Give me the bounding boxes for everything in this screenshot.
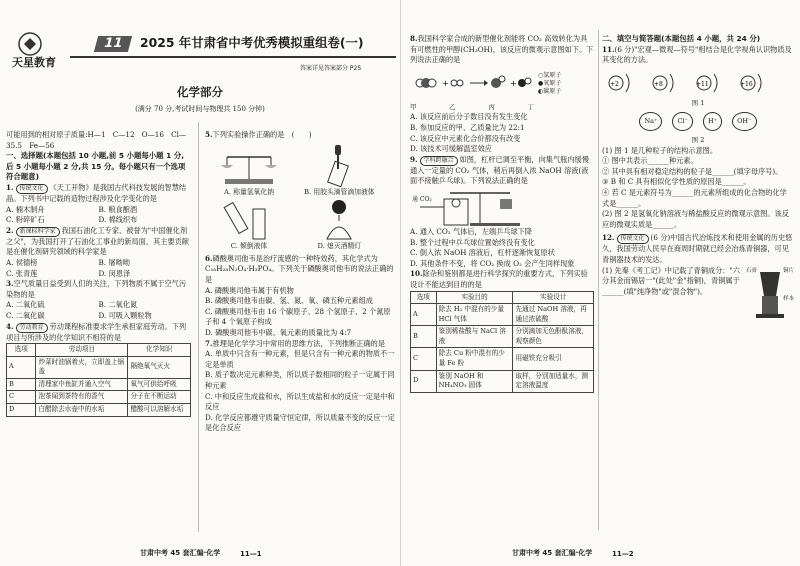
question-11: 11.(6 分)"宏观—微观—符号"相结合是化学视角认识物质及其变化的方法。 <box>602 44 792 65</box>
q5-figures <box>205 143 395 252</box>
lever-apparatus <box>410 187 530 227</box>
svg-text:+11: +11 <box>696 80 709 88</box>
question-6: 6.磷酸奥司他韦是治疗流感的一种特效药，其化学式为 C₁₆H₂₈N₂O₄·H₃PO₄。下列关于磷酸奥司他韦的说法正确的是 <box>205 253 394 284</box>
q3-options <box>6 300 191 321</box>
option-c[interactable]: C. 倒入浓 NaOH 溶液后，杠杆逐渐恢复原状 <box>410 248 555 258</box>
option-c[interactable]: C. 二氧化碳 <box>6 310 45 320</box>
option-d[interactable]: D. 棉线织布 <box>98 215 138 225</box>
option-b[interactable]: B. 参加反应的甲、乙质量比为 22:1 <box>410 122 525 132</box>
option-d[interactable]: D. 其他条件不变，将 CO₂ 换成 O₂ 会产生同样现象 <box>410 258 575 268</box>
option-d[interactable]: D. 化学反应都遵守质量守恒定律，所以质量不变的反应一定是化合反应 <box>205 412 395 433</box>
question-tag: 劳动教育 <box>16 323 48 333</box>
option-c[interactable]: C. 粉碎矿石 <box>6 215 45 225</box>
column-divider <box>198 122 199 532</box>
q11-figure-2 <box>602 112 794 131</box>
option-a[interactable]: A. 磷酸奥司他韦属于有机物 <box>205 285 294 295</box>
question-tag: 传统文化 <box>617 234 649 244</box>
figure-dropper[interactable]: B. 用胶头滴管滴加液体 <box>295 143 383 198</box>
option-c[interactable]: C. 磷酸奥司他韦由 16 个碳原子、28 个氢原子、2 个氮原子和 4 个氧原子构成 <box>205 306 391 327</box>
molecule-diagram <box>410 69 534 99</box>
option-c[interactable]: C. 中和反应生成盐和水，所以生成盐和水的反应一定是中和反应 <box>205 391 395 412</box>
option-a[interactable]: A. 通入 CO₂ 气体后，左端乒乓球下降 <box>410 226 533 236</box>
left-column-1 <box>6 130 191 417</box>
q1-options <box>6 205 191 226</box>
molecule-labels: 甲 乙 丙 丁 <box>410 102 534 111</box>
section-1-heading: 一、选择题(本题包括 10 小题,前 5 小题每小题 1 分,后 5 小题每小题 2 分,共 15 分。每小题只有一个选项符合题意) <box>6 151 186 182</box>
q11-part-1b[interactable]: ② 其中具有相对稳定结构的粒子是______(填字母序号)。 <box>602 166 783 176</box>
balance-icon <box>205 143 293 187</box>
q9-figure <box>410 187 594 227</box>
unit-number: 11 <box>94 36 132 52</box>
question-5: 5.下列实验操作正确的是 ( ) <box>205 130 312 139</box>
q4-table <box>6 343 191 417</box>
q11-part-1a[interactable]: ① 图中共表示______种元素。 <box>602 156 698 166</box>
bronze-figure: 石膏 铜片 样本 <box>746 266 794 320</box>
svg-text:+: + <box>510 78 517 88</box>
ion-na: Na⁺ <box>639 112 662 131</box>
molecule-legend: ○氢原子 ●氧原子 ◐碳原子 <box>538 71 562 95</box>
q11-part-1c[interactable]: ③ B 和 C 具有相似化学性质的原因是______。 <box>602 177 751 187</box>
table-row[interactable]: B 鉴别稀盐酸与 NaCl 溶液 分别滴加无色酚酞溶液，观察颜色 <box>411 326 594 348</box>
figure-weighing[interactable]: A. 称量氢氧化钠 <box>205 143 293 198</box>
option-c[interactable]: C. 张青莲 <box>6 268 38 278</box>
table-header-row: 选项 实验目的 实验设计 <box>411 291 594 304</box>
question-tag: 传统文化 <box>16 184 48 194</box>
table-row[interactable]: D 白醋除去水壶中的水垢 醋酸可以溶解水垢 <box>7 404 191 417</box>
option-b[interactable]: B. 粮食酿酒 <box>98 204 138 214</box>
option-c[interactable]: C. 该反应中元素化合价都没有改变 <box>410 133 521 143</box>
q8-diagram <box>410 69 594 99</box>
question-3: 3.空气质量日益受到人们的关注，下列物质不属于空气污染物的是 <box>6 279 187 299</box>
atomic-structure-diagram <box>602 68 792 98</box>
footer-title: 甘肃中考 45 套汇编·化学 <box>512 549 593 557</box>
option-b[interactable]: B. 整个过程中乒乓球位置始终没有变化 <box>410 237 535 247</box>
table-row[interactable]: C 泡茶闻到茶特有的香气 分子在不断运动 <box>7 391 191 404</box>
figure-pouring[interactable]: C. 倾倒液体 <box>205 197 293 252</box>
table-row[interactable]: D 鉴别 NaOH 和 NH₄NO₃ 固体 取样，分别加适量水，测定溶液温度 <box>411 370 594 392</box>
question-9: 9. 学科跨融合 如图，杠杆已调至平衡，向集气瓶内缓慢通入一定量的 CO₂ 气体，稍后再倒入浓 NaOH 溶液(液面不接触乒乓球)。下列说法正确的是 <box>410 154 589 186</box>
footer-page: 11—1 <box>240 550 262 558</box>
svg-text:+16: +16 <box>740 80 753 88</box>
right-column-2 <box>602 34 794 320</box>
q10-table <box>410 291 594 393</box>
pouring-icon <box>205 197 293 241</box>
exam-meta: (满分 70 分,考试时间与物理共 150 分钟) <box>135 105 265 113</box>
q12-part-1[interactable]: (1) 先秦《考工记》中记载了青铜成分："六分其金而锡居一"(此处"金"指铜)，青铜属于______(填"纯净物"或"混合物")。 <box>602 265 740 296</box>
subject-heading: 化学部分 <box>177 85 223 99</box>
option-a[interactable]: A. 二氧化硫 <box>6 300 45 310</box>
option-b[interactable]: B. 屠呦呦 <box>98 257 130 267</box>
option-b[interactable]: B. 二氧化氮 <box>98 300 138 310</box>
question-7: 7.推理是化学学习中常用的思维方法，下列推断正确的是 <box>205 338 386 348</box>
question-12: 12. 传统文化 (6 分)中国古代冶炼技术和使用金属的历史悠久，我国劳动人民早在商周时期就已经会冶炼青铜器，可见青铜器技术的发达。 <box>602 233 793 264</box>
column-divider <box>598 30 599 530</box>
figure-1-caption: 图 1 <box>691 98 705 107</box>
exam-title: 2025 年甘肃省中考优秀模拟重组卷(一) <box>140 35 364 50</box>
option-d[interactable]: D. 闵恩泽 <box>98 268 131 278</box>
option-a[interactable]: A. 楠木制舟 <box>6 204 45 214</box>
table-row[interactable]: A 除去 H₂ 中混有的少量 HCl 气体 先通过 NaOH 溶液，再通过浓硫酸 <box>411 304 594 326</box>
ion-oh: OH⁻ <box>732 112 756 131</box>
q11-part-1: (1) 图 1 是几种粒子的结构示意图。 <box>602 145 718 155</box>
title-divider <box>70 56 396 58</box>
option-b[interactable]: B. 质子数决定元素种类，所以质子数相同的粒子一定属于同种元素 <box>205 370 395 390</box>
option-a[interactable]: A. 侯德榜 <box>6 257 38 267</box>
option-a[interactable]: A. 该反应前后分子数目没有发生变化 <box>410 112 528 122</box>
svg-text:+8: +8 <box>654 80 663 88</box>
option-d[interactable]: D. 该技术可缓解温室效应 <box>410 144 492 154</box>
alcohol-lamp-icon <box>295 197 383 241</box>
option-b[interactable]: B. 磷酸奥司他韦由碳、氢、氮、氧、磷五种元素组成 <box>205 296 373 306</box>
figure-2-caption: 图 2 <box>691 135 705 144</box>
option-d[interactable]: D. 可吸入颗粒物 <box>98 310 152 320</box>
question-10: 10.除杂和鉴别都是进行科学探究的重要方式，下列实验设计不能达到目的的是 <box>410 269 588 289</box>
section-2-heading: 二、填空与简答题(本题包括 4 小题，共 24 分) <box>602 34 761 43</box>
q2-options <box>6 258 191 279</box>
svg-text:+: + <box>442 78 449 88</box>
logo-text: 天星教育 <box>12 56 56 69</box>
footer-page: 11—2 <box>612 550 634 558</box>
ion-h: H⁺ <box>703 112 722 131</box>
dropper-icon <box>295 143 383 187</box>
question-1: 1. 传统文化 《天工开物》是我国古代科技发展的智慧结晶。下列书中记载的造物过程涉及化学变化的是 <box>6 182 187 203</box>
co2-label: 通 CO₂ <box>412 195 432 203</box>
table-row[interactable]: B 清理家中鱼缸并通入空气 氧气可供给呼吸 <box>7 378 191 391</box>
left-column-2 <box>205 130 395 434</box>
table-row[interactable]: A 炒菜时油锅着火，立即盖上锅盖 隔绝氧气灭火 <box>7 356 191 378</box>
figure-lamp[interactable]: D. 熄灭酒精灯 <box>295 197 383 252</box>
option-a[interactable]: A. 单质中只含有一种元素，但是只含有一种元素的物质不一定是单质 <box>205 349 395 369</box>
question-2: 2. 新课标科学家 我国石油化工专家、被誉为"中国催化剂之父"，为我国打开了石油化工事业的新局面，其主要贡献是在催化剂研究领域的科学家是 <box>6 225 189 257</box>
footer-title: 甘肃中考 45 套汇编·化学 <box>140 549 221 557</box>
q11-part-1d[interactable]: ④ 若 C 是元素符号为______的元素所组成的化合物的化学式是______。 <box>602 187 787 208</box>
answer-reference: 答案详见答案部分 P25 <box>300 65 362 72</box>
option-d[interactable]: D. 磷酸奥司他韦中碳、氧元素的质量比为 4:7 <box>205 327 352 337</box>
table-header-row: 选项 劳动项目 化学知识 <box>7 344 191 357</box>
q11-part-2[interactable]: (2) 图 2 是氢氧化钠溶液与稀盐酸反应的微观示意图。该反应的微观实质是______。 <box>602 209 789 229</box>
svg-text:+2: +2 <box>610 80 619 88</box>
table-row[interactable]: C 除去 Cu 粉中混有的少量 Fe 粉 用磁铁充分吸引 <box>411 348 594 370</box>
ion-cl: Cl⁻ <box>672 112 692 131</box>
question-tag: 学科跨融合 <box>420 156 458 166</box>
question-tag: 新课标科学家 <box>16 227 60 237</box>
question-4: 4. 劳动教育 劳动课程标准要求学生承担家庭劳动。下列项目与所涉及的化学知识不相符的是 <box>6 321 187 342</box>
q11-figure-1 <box>602 68 794 109</box>
question-8: 8.我国科学家合成的新型催化剂能将 CO₂ 高效转化为具有可燃性的甲醇(CH₃OH)，该反应的微观示意图如下。下列说法正确的是 <box>410 34 594 65</box>
q12-part-1-row <box>602 266 794 320</box>
atomic-masses: 可能用到的相对原子质量:H—1 C—12 O—16 Cl—35.5 Fe—56 <box>6 130 187 150</box>
right-column-1 <box>410 34 594 393</box>
